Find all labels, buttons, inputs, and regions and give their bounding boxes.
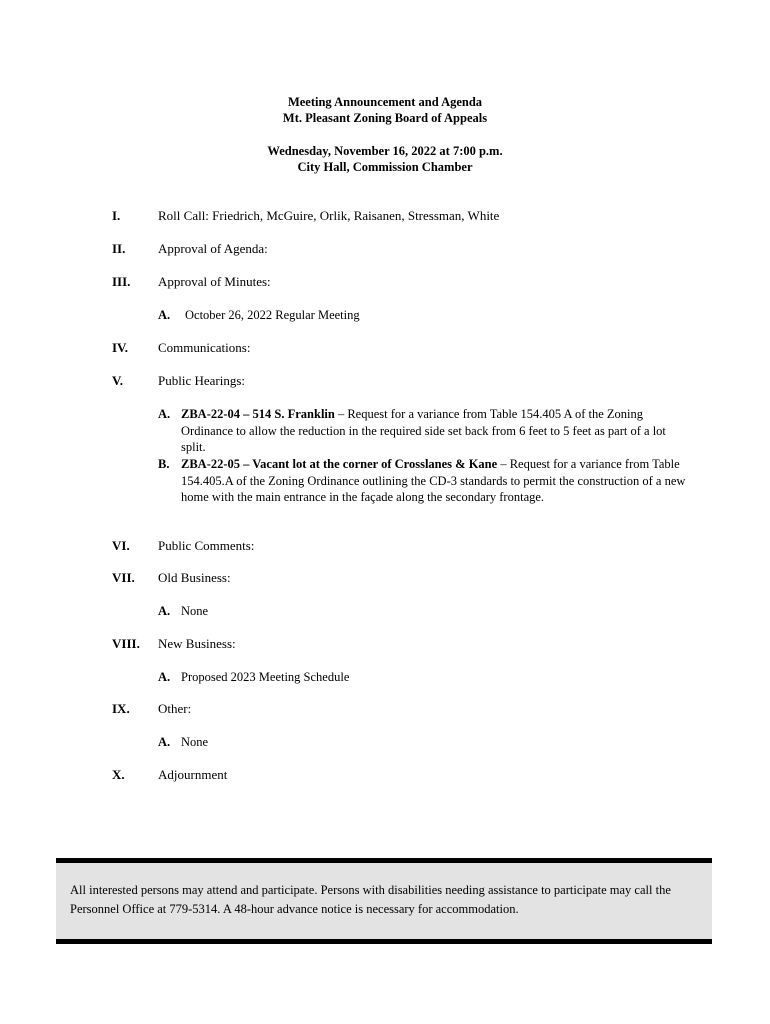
- subitem-text: [181, 406, 688, 456]
- agenda-number: X.: [112, 767, 125, 782]
- agenda-item-approval-minutes: Approval of Minutes:: [158, 274, 271, 289]
- accessibility-notice-text: All interested persons may attend and participate. Persons with disabilities needing assistance to participate may call the Personnel Office at 779-5314. A 48-hour advance notice is necessary for accommodation.: [70, 883, 671, 916]
- subitem-letter: A.: [158, 604, 171, 618]
- accessibility-notice-box: [56, 858, 712, 944]
- meeting-date: Wednesday, November 16, 2022 at 7:00 p.m.: [267, 144, 503, 158]
- subitem-letter: B.: [158, 457, 170, 471]
- agenda-number: IV.: [112, 340, 129, 355]
- agenda-item-new-business: New Business:: [158, 636, 236, 651]
- subitem-hearing-a: [158, 406, 688, 456]
- agenda-item-approval-agenda: Approval of Agenda:: [158, 241, 268, 256]
- subitem-text: None: [181, 604, 209, 618]
- agenda-number: I.: [112, 208, 121, 223]
- subitem-minutes-a: [158, 307, 688, 324]
- subitem-text: October 26, 2022 Regular Meeting: [185, 308, 360, 322]
- agenda-number: V.: [112, 373, 123, 388]
- agenda-item-old-business: Old Business:: [158, 570, 231, 585]
- subitem-hearing-b: [158, 456, 688, 506]
- agenda-number: III.: [112, 274, 131, 289]
- subitem-letter: A.: [158, 407, 171, 421]
- case-title: ZBA-22-04 – 514 S. Franklin: [181, 407, 335, 421]
- case-title: ZBA-22-05 – Vacant lot at the corner of Crosslanes & Kane: [181, 457, 498, 471]
- subitem-letter: A.: [158, 735, 171, 749]
- agenda-item-public-comments: Public Comments:: [158, 538, 255, 553]
- agenda-number: VIII.: [112, 636, 140, 651]
- agenda-item-public-hearings: Public Hearings:: [158, 373, 246, 388]
- agenda-number: IX.: [112, 701, 130, 716]
- agenda-number: VI.: [112, 538, 130, 553]
- subitem-text: Proposed 2023 Meeting Schedule: [181, 670, 350, 684]
- case-description: – Request for a variance from Table 154.405.A of the Zoning Ordinance outlining the CD-3 standards to permit the construction of a new home with the main entrance in the façade along the secondary frontage.: [181, 457, 686, 504]
- meeting-location: City Hall, Commission Chamber: [297, 160, 473, 174]
- agenda-number: VII.: [112, 570, 135, 585]
- document-title: Meeting Announcement and Agenda: [287, 95, 483, 109]
- subitem-letter: A.: [158, 670, 171, 684]
- agenda-item-adjournment: Adjournment: [158, 767, 228, 782]
- subitem-text: [181, 456, 688, 506]
- subitem-old-a: [158, 603, 688, 620]
- agenda-item-roll-call: Roll Call: Friedrich, McGuire, Orlik, Raisanen, Stressman, White: [158, 208, 500, 223]
- subitem-other-a: [158, 734, 688, 751]
- case-description: – Request for a variance from Table 154.405 A of the Zoning Ordinance to allow the reduction in the required side set back from 6 feet to 5 feet as part of a lot split.: [181, 407, 666, 454]
- subitem-letter: A.: [158, 308, 171, 322]
- agenda-item-other: Other:: [158, 701, 192, 716]
- subitem-new-a: [158, 669, 688, 686]
- agenda-number: II.: [112, 241, 126, 256]
- subitem-text: None: [181, 735, 209, 749]
- agenda-item-communications: Communications:: [158, 340, 251, 355]
- board-name: Mt. Pleasant Zoning Board of Appeals: [282, 111, 488, 125]
